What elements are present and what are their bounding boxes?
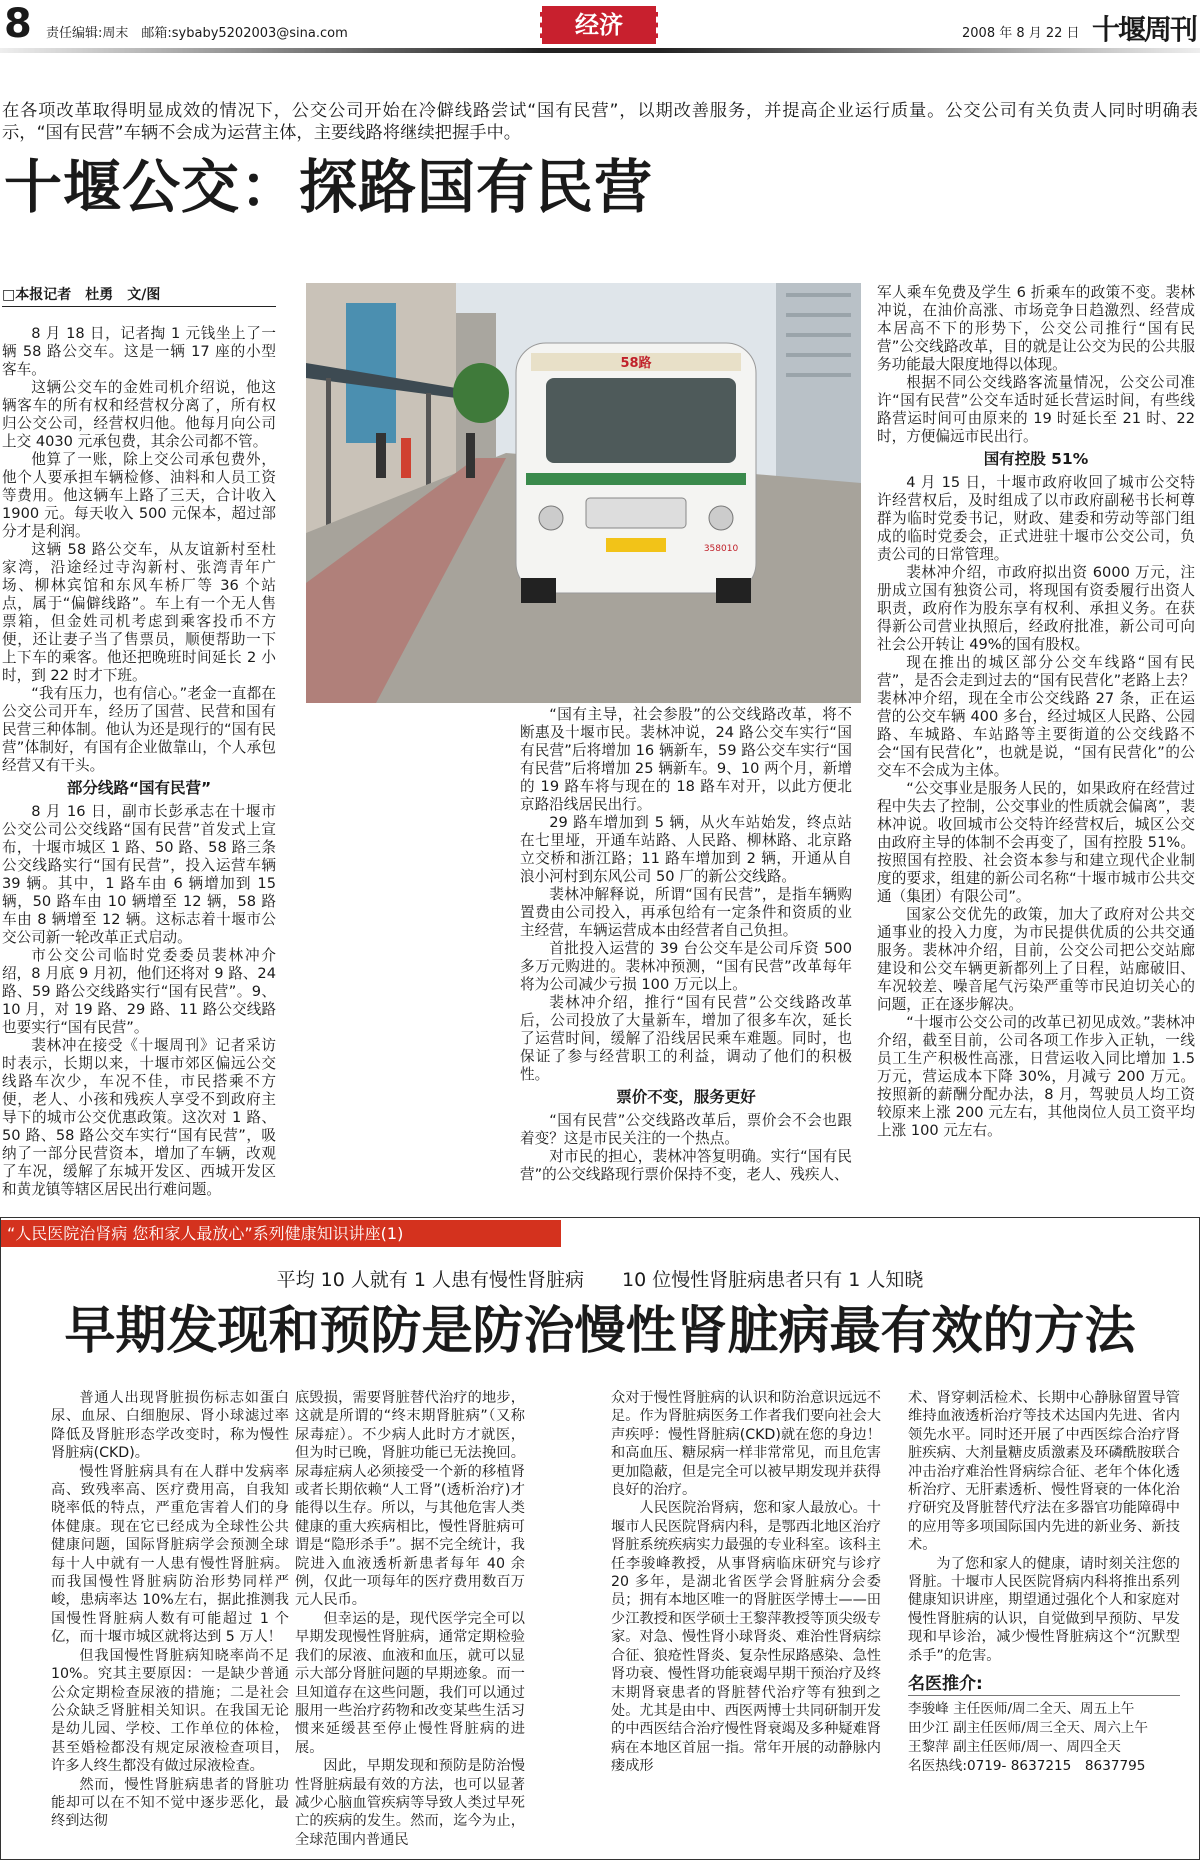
paragraph: 然而，慢性肾脏病患者的肾脏功能却可以在不知不觉中逐步恶化，最终到达彻	[51, 1776, 289, 1830]
health-column-3	[611, 1389, 881, 1776]
bus-photo	[306, 283, 861, 703]
paragraph: 术、肾穿刺活检术、长期中心静脉留置导管维持血液透析治疗等技术达国内先进、省内领先水平。同时还开展了中西医综合治疗肾脏疾病、大剂量糖皮质激素及环磷酰胺联合冲击治疗难治性肾病综合征、老年个体化透析治疗、无肝素透析、慢性肾衰的一体化治疗研究及肾脏替代疗法在多器官功能障碍中的应用等多项国际国内先进的新业务、新技术。	[908, 1390, 1180, 1554]
paragraph: 底毁损，需要肾脏替代治疗的地步，这就是所谓的“终末期肾脏病”（又称尿毒症）。不少病人此时方才就医，但为时已晚，肾脏功能已无法挽回。尿毒症病人必须接受一个新的移植肾或者长期依赖“人工肾”(透析治疗)才能得以生存。所以，与其他危害人类健康的重大疾病相比，慢性肾脏病可谓是“隐形杀手”。据不完全统计，我院进入血液透析新患者每年 40 余例，仅此一项每年的医疗费用数百万元人民币。	[295, 1390, 525, 1609]
tree	[453, 363, 509, 423]
paragraph: “公交事业是服务人民的，如果政府在经营过程中失去了控制，公交事业的性质就会偏离”，裴林冲说。收回城市公交特许经营权后，城区公交由政府主导的体制不会再变了，国有控股 51%。按照国有控股、社会资本参与和建立现代企业制度的要求，组建的新公司名称“十堰市城市公共交通（集团）有限公司”。	[877, 780, 1195, 905]
paragraph: 这辆公交车的金姓司机介绍说，他这辆客车的所有权和经营权分离了，所有权归公交公司，经营权归他。他每月向公司上交 4030 元承包费，其余公司都不管。	[2, 379, 276, 450]
issue-date: 2008 年 8 月 22 日	[962, 26, 1080, 41]
paragraph: “我有压力，也有信心。”老金一直都在公交公司开车，经历了国营、民营和国有民营三种体制。他认为还是现行的“国有民营”体制好，有国有企业做靠山，个人承包经营又有干头。	[2, 685, 276, 774]
masthead-logo: 十堰周刊	[1092, 13, 1197, 46]
paragraph: 但我国慢性肾脏病知晓率尚不足 10%。究其主要原因：一是缺少普通公众定期检查尿液的措施；二是社会公众缺乏肾脏相关知识。在我国无论是幼儿园、学校、工作单位的体检，甚至婚检都没有规定尿液检查项目，许多人终生都没有做过尿液检查。	[51, 1647, 289, 1775]
bus-route-sign: 58路	[620, 356, 652, 371]
doctor-entry: 王黎萍 副主任医师/周一、周四全天	[908, 1738, 1121, 1755]
editor-info: 责任编辑:周末 邮箱:sybaby5202003@sina.com	[46, 26, 348, 41]
paragraph: 市公交公司临时党委委员裴林冲介绍，8 月底 9 月初，他们还将对 9 路、24 路、59 路公交线路实行“国有民营”。9、10 月，对 19 路、29 路、11 路公交线路也要实行“国有民营”。	[2, 947, 276, 1036]
paragraph: 裴林冲在接受《十堰周刊》记者采访时表示，长期以来，十堰市郊区偏远公交线路车次少，车况不佳，市民搭乘不方便，老人、小孩和残疾人享受不到政府主导下的城市公交优惠政策。这次对 1 路、50 路、58 路公交车实行“国有民营”，吸纳了一部分民营资本，增加了车辆，改观了车况，缓解了东城开发区、西城开发区和黄龙镇等辖区居民出行难问题。	[2, 1037, 276, 1198]
health-column-2	[295, 1389, 525, 1849]
doctor-entry: 李骏峰 主任医师/周二全天、周五上午	[908, 1700, 1135, 1717]
hotline: 名医热线:0719- 8637215 8637795	[908, 1757, 1146, 1774]
paragraph: 人民医院治肾病，您和家人最放心。十堰市人民医院肾病内科，是鄂西北地区治疗肾脏系统疾病实力最强的专业科室。该科主任李骏峰教授，从事肾病临床研究与诊疗 20 多年，是湖北省医学会肾脏病分会委员；拥有本地区唯一的肾脏医学博士——田少江教授和医学硕士王黎萍教授等顶尖级专家。对急、慢性肾小球肾炎、难治性肾病综合征、狼疮性肾炎、复杂性尿路感染、急性肾功衰、慢性肾功能衰竭早期干预治疗及终末期肾衰患者的肾脏替代治疗等有独到之处。尤其是由中、西医两博士共同研制开发的中西医结合治疗慢性肾衰竭及多种疑难肾病在本地区首屈一指。常年开展的动静脉内瘘成形	[611, 1500, 881, 1775]
doctor-entry: 田少江 副主任医师/周三全天、周六上午	[908, 1719, 1148, 1736]
paragraph: 普通人出现肾脏损伤标志如蛋白尿、血尿、白细胞尿、肾小球滤过率降低及肾脏形态学改变时，称为慢性肾脏病(CKD)。	[51, 1390, 289, 1462]
article-headline: 十堰公交：探路国有民营	[4, 153, 654, 221]
paragraph: 现在推出的城区部分公交车线路“国有民营”，是否会走到过去的“国有民营化”老路上去？裴林冲介绍，现在全市公交线路 27 条，正在运营的公交车辆 400 多台，经过城区人民路、公园路、车城路、车站路等主要街道的公交线路不会“国有民营化”，也就是说，“国有民营化”的公交车不会成为主体。	[877, 654, 1195, 779]
health-column-4	[908, 1389, 1180, 1776]
paragraph: 为了您和家人的健康，请时刻关注您的肾脏。十堰市人民医院肾病内科将推出系列健康知识讲座，期望通过强化个人和家庭对慢性肾脏病的认识，自觉做到早预防、早发现和早诊治，减少慢性肾脏病这个“沉默型杀手”的危害。	[908, 1555, 1180, 1664]
paragraph: 这辆 58 路公交车，从友谊新村至杜家湾，沿途经过寺沟新村、张湾青年广场、柳林宾馆和东风车桥厂等 36 个站点，属于“偏僻线路”。车上有一个无人售票箱，但金姓司机考虑到乘客投币不方便，还让妻子当了售票员，顺便帮助一下上下车的乘客。他还把晚班时间延长 2 小时，到 22 时才下班。	[2, 541, 276, 684]
paragraph: “国有主导，社会参股”的公交线路改革，将不断惠及十堰市民。裴林冲说，24 路公交车实行“国有民营”后将增加 16 辆新车，59 路公交车实行“国有民营”后将增加 25 辆新车。9、10 两个月，新增的 19 路车将与现在的 18 路车对开，以此方便北京路沿线居民出行。	[520, 706, 852, 813]
article-column-3	[877, 284, 1195, 1140]
doctors-title: 名医推介:	[908, 1675, 1180, 1695]
paragraph: 对市民的担心，裴林冲答复明确。实行“国有民营”的公交线路现行票价保持不变，老人、残疾人、	[520, 1148, 852, 1183]
paragraph: 他算了一账，除上交公司承包费外，他个人要承担车辆检修、油料和人员工资等费用。他这辆车上路了三天，合计收入 1900 元。每天收入 500 元保本，超过部分才是利润。	[2, 451, 276, 540]
paragraph: 裴林冲介绍，市政府拟出资 6000 万元，注册成立国有独资公司，将现国有资委履行出资人职责，政府作为股东享有权利、承担义务。在获得新公司营业执照后，经政府批准，新公司可向社会公开转让 49%的国有股权。	[877, 564, 1195, 653]
paragraph: 因此，早期发现和预防是防治慢性肾脏病最有效的方法，也可以显著减少心脑血管疾病等导致人类过早死亡的疾病的发生。然而，迄今为止，全球范围内普通民	[295, 1758, 525, 1848]
section-subheading: 国有控股 51%	[983, 450, 1089, 468]
health-headline: 早期发现和预防是防治慢性肾脏病最有效的方法	[64, 1301, 1136, 1361]
section-subheading: 部分线路“国有民营”	[66, 779, 212, 797]
article-column-1	[2, 325, 276, 1199]
paragraph: 首批投入运营的 39 台公交车是公司斥资 500 多万元购进的。裴林冲预测，“国有民营”改革每年将为公司减少亏损 100 万元以上。	[520, 940, 852, 993]
bus-number: 358010	[703, 544, 739, 554]
paragraph: 8 月 18 日，记者掏 1 元钱坐上了一辆 58 路公交车。这是一辆 17 座的小型客车。	[2, 325, 276, 378]
paragraph: 国家公交优先的政策，加大了政府对公共交通事业的投入力度，为市民提供优质的公共交通服务。裴林冲介绍，目前，公交公司把公交站廊建设和公交车辆更新都列上了日程，站廊破旧、车况较差、噪音尾气污染严重等市民迫切关心的问题，正在逐步解决。	[877, 906, 1195, 1013]
paragraph: 4 月 15 日，十堰市政府收回了城市公交特许经营权后，及时组成了以市政府副秘书长柯尊群为临时党委书记，财政、建委和劳动等部门组成的临时党委会，正式进驻十堰市公交公司，负责公司的日常管理。	[877, 474, 1195, 563]
article-byline: □本报记者 杜勇 文/图	[2, 284, 276, 307]
section-subheading: 票价不变，服务更好	[616, 1088, 756, 1106]
health-column-1	[51, 1389, 289, 1831]
health-subheadline: 平均 10 人就有 1 人患有慢性肾脏病 10 位慢性肾脏病患者只有 1 人知晓	[276, 1269, 924, 1291]
paragraph: 根据不同公交线路客流量情况，公交公司准许“国有民营”公交车适时延长营运时间，有些线路营运时间可由原来的 19 时延长至 21 时、22 时，方便偏远市民出行。	[877, 374, 1195, 445]
paragraph: “国有民营”公交线路改革后，票价会不会也跟着变？这是市民关注的一个热点。	[520, 1112, 852, 1147]
page-number: 8	[4, 1, 32, 47]
paragraph: 众对于慢性肾脏病的认识和防治意识远远不足。作为肾脏病医务工作者我们要向社会大声疾呼：慢性肾脏病(CKD)就在您的身边！和高血压、糖尿病一样非常常见，而且危害更加隐蔽，但是完全可以被早期发现并获得良好的治疗。	[611, 1390, 881, 1499]
doctor-recommendations	[908, 1675, 1180, 1775]
health-series-banner: “人民医院治肾病 您和家人最放心”系列健康知识讲座(1)	[1, 1220, 561, 1247]
paragraph: 军人乘车免费及学生 6 折乘车的政策不变。裴林冲说，在油价高涨、市场竞争日趋激烈、经营成本居高不下的形势下，公交公司推行“国有民营”公交线路改革，目的就是让公交为民的公共服务功能最大限度地得以体现。	[877, 284, 1195, 373]
paragraph: “十堰市公交公司的改革已初见成效。”裴林冲介绍，截至目前，公司各项工作步入正轨，一线员工生产积极性高涨，日营运收入同比增加 1.5 万元，营运成本下降 30%，月减亏 200 万元。按照新的薪酬分配办法，8 月，驾驶员人均工资较原来上涨 200 元左右，其他岗位人员工资平均上涨 100 元左右。	[877, 1014, 1195, 1139]
paragraph: 慢性肾脏病具有在人群中发病率高、致残率高、医疗费用高，自我知晓率低的特点，严重危害着人们的身体健康。现在它已经成为全球性公共健康问题，国际肾脏病学会预测全球每十人中就有一人患有慢性肾脏病。而我国慢性肾脏病防治形势同样严峻，患病率达 10%左右，据此推测我国慢性肾脏病人数有可能超过 1 个亿，而十堰市城区就将达到 5 万人！	[51, 1463, 289, 1646]
article-column-2	[520, 706, 852, 1184]
paragraph: 8 月 16 日，副市长彭承志在十堰市公交公司公交线路“国有民营”首发式上宣布，十堰市城区 1 路、50 路、58 路三条公交线路实行“国有民营”，投入运营车辆 39 辆。其中，1 路车由 6 辆增加到 15 辆，50 路车由 10 辆增至 12 辆，58 路车由 8 辆增至 12 辆。这标志着十堰市公交公司新一轮改革正式启动。	[2, 803, 276, 946]
article-intro: 在各项改革取得明显成效的情况下，公交公司开始在冷僻线路尝试“国有民营”，以期改善服务，并提高企业运行质量。公交公司有关负责人同时明确表示，“国有民营”车辆不会成为运营主体，主要线路将继续把握手中。	[2, 101, 1198, 143]
paragraph: 但幸运的是，现代医学完全可以早期发现慢性肾脏病，通常定期检验我们的尿液、血液和血压，就可以显示大部分肾脏问题的早期迹象。而一旦知道存在这些问题，我们可以通过服用一些治疗药物和改变某些生活习惯来延缓甚至停止慢性肾脏病的进展。	[295, 1610, 525, 1756]
paragraph: 29 路车增加到 5 辆，从火车站始发，终点站在七里垭，开通车站路、人民路、柳林路、北京路立交桥和浙江路；11 路车增加到 2 辆，开通从自浪小河村到东风公司 50 厂的新公交线路。	[520, 814, 852, 885]
health-column-4-text	[908, 1389, 1180, 1665]
header-rule	[0, 48, 1200, 53]
bus	[516, 343, 756, 603]
section-tag: 经济	[540, 6, 658, 44]
paragraph: 裴林冲介绍，推行“国有民营”公交线路改革后，公司投放了大量新车，增加了很多车次，延长了运营时间，缓解了沿线居民乘车难题。同时，也保证了参与经营职工的利益，调动了他们的积极性。	[520, 994, 852, 1083]
paragraph: 裴林冲解释说，所谓“国有民营”，是指车辆购置费由公司投入，再承包给有一定条件和资质的业主经营，车辆运营成本由经营者自己负担。	[520, 886, 852, 939]
health-ad-box	[0, 1217, 1200, 1860]
